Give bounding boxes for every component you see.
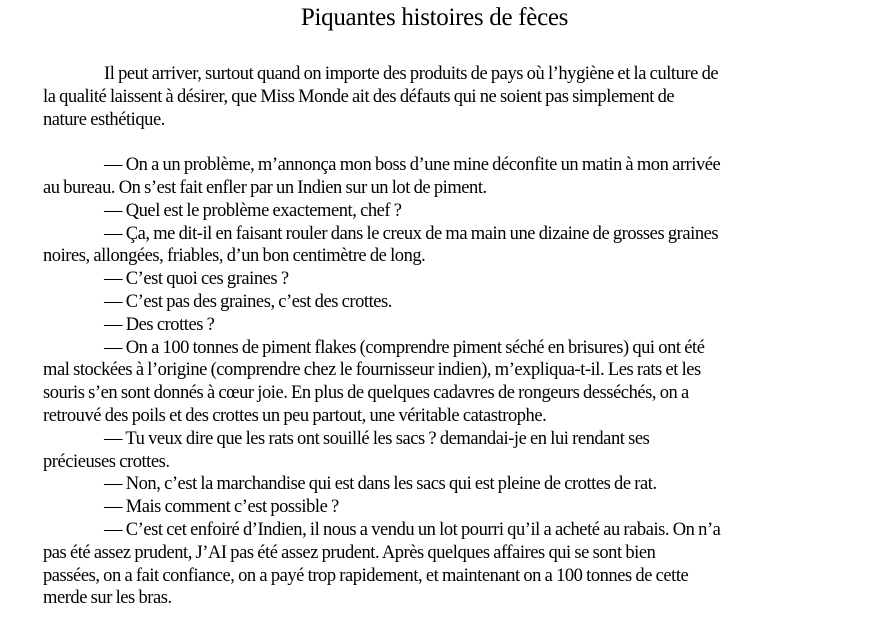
text-line: pas été assez prudent, J’AI pas été assez prudent. Après quelques affaires qui se sont bien [43,542,656,563]
text-line: Il peut arriver, surtout quand on importe des produits de pays où l’hygiène et la culture de [104,64,719,84]
text-line: nature esthétique. [43,109,165,130]
text-line: — Tu veux dire que les rats ont souillé les sacs ? demandai-je en lui rendant ses [104,428,650,449]
document-body [43,63,843,610]
text-line: — Ça, me dit-il en faisant rouler dans le creux de ma main une dizaine de grosses graines [104,223,719,244]
dialogue-paragraph [43,268,843,291]
dialogue-paragraph [43,154,843,200]
text-line: — C’est pas des graines, c’est des crottes. [104,291,392,312]
text-line: — Des crottes ? [104,314,215,335]
dialogue-paragraph [43,519,843,610]
dialogue-paragraph [43,337,843,428]
dialogue-paragraph [43,291,843,314]
intro-paragraph [43,63,843,131]
paragraph-gap [43,131,843,154]
text-line: la qualité laissent à désirer, que Miss Monde ait des défauts qui ne soient pas simplement de [43,86,675,107]
text-line: souris s’en sont donnés à cœur joie. En plus de quelques cadavres de rongeurs desséchés, on a [43,383,689,404]
dialogue-paragraph [43,223,843,269]
text-line: — On a 100 tonnes de piment flakes (comprendre piment séché en brisures) qui ont été [104,337,705,358]
text-line: retrouvé des poils et des crottes un peu partout, une véritable catastrophe. [43,405,547,426]
text-line: — On a un problème, m’annonça mon boss d’une mine déconfite un matin à mon arrivée [104,155,721,176]
text-line: noires, allongées, friables, d’un bon centimètre de long. [43,246,426,267]
text-line: au bureau. On s’est fait enfler par un Indien sur un lot de piment. [43,177,487,198]
text-line: précieuses crottes. [43,451,170,472]
text-line: — Non, c’est la marchandise qui est dans les sacs qui est pleine de crottes de rat. [104,474,657,495]
dialogue-paragraph [43,428,843,474]
dialogue-paragraph [43,496,843,519]
text-line: — Mais comment c’est possible ? [104,497,339,518]
text-line: passées, on a fait confiance, on a payé trop rapidement, et maintenant on a 100 tonnes de cette [43,565,689,586]
text-line: — Quel est le problème exactement, chef ? [104,200,402,221]
text-line: merde sur les bras. [43,588,172,609]
dialogue-paragraph [43,473,843,496]
text-line: mal stockées à l’origine (comprendre chez le fournisseur indien), m’expliqua-t-il. Les rats et les [43,360,701,381]
text-line: — C’est quoi ces graines ? [104,269,289,290]
dialogue-paragraph [43,314,843,337]
document-title: Piquantes histoires de fèces [300,4,569,31]
text-line: — C’est cet enfoiré d’Indien, il nous a vendu un lot pourri qu’il a acheté au rabais. On n’a [104,519,721,540]
dialogue-paragraph [43,200,843,223]
